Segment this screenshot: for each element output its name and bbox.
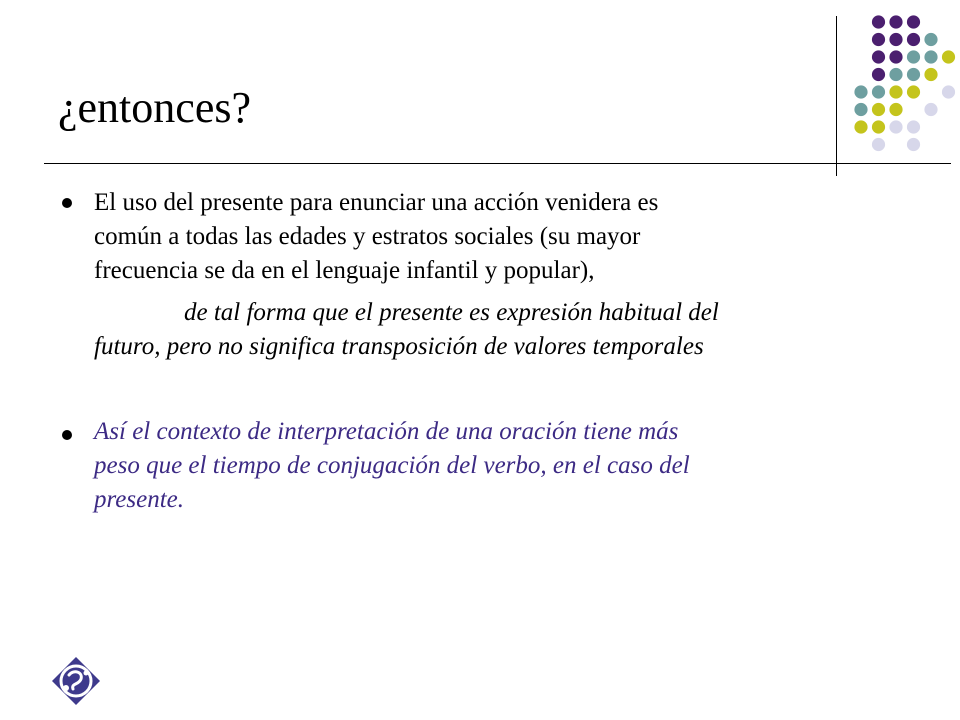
decorative-dot xyxy=(889,50,902,63)
continuation-text xyxy=(94,296,719,364)
slide-title: ¿entonces? xyxy=(58,83,251,132)
text-line: presente. xyxy=(94,486,185,513)
decorative-dot xyxy=(872,120,885,133)
text-line: El uso del presente para enunciar una acción venidera es xyxy=(94,189,659,216)
text-line: frecuencia se da en el lenguaje infantil y popular), xyxy=(94,257,595,284)
bullet-text xyxy=(94,186,658,288)
decorative-dot xyxy=(907,138,920,151)
bullet-text-emphasis xyxy=(94,415,690,517)
decorative-dot xyxy=(942,50,955,63)
decorative-dot xyxy=(889,103,902,116)
text-line-content: de tal forma que el presente es expresión habitual del xyxy=(184,299,719,326)
decorative-dot xyxy=(872,33,885,46)
decorative-dot xyxy=(907,50,920,63)
bullet-marker xyxy=(62,198,72,208)
decorative-dot xyxy=(907,33,920,46)
decorative-dot xyxy=(889,85,902,98)
decorative-dot xyxy=(889,68,902,81)
decorative-dot xyxy=(942,85,955,98)
decorative-dot xyxy=(854,120,867,133)
decorative-dot xyxy=(854,85,867,98)
decorative-dot xyxy=(889,120,902,133)
text-line: futuro, pero no significa transposición de valores temporales xyxy=(94,333,704,360)
decorative-dot xyxy=(889,15,902,28)
decorative-dot xyxy=(889,33,902,46)
decorative-dot xyxy=(924,103,937,116)
decorative-dot xyxy=(872,68,885,81)
decorative-dot xyxy=(907,68,920,81)
decorative-dot xyxy=(907,120,920,133)
decorative-dot xyxy=(872,50,885,63)
spiral-emblem-icon xyxy=(50,655,102,707)
decorative-dot xyxy=(907,15,920,28)
text-line: Así el contexto de interpretación de una oración tiene más xyxy=(94,418,679,445)
decorative-dot xyxy=(872,15,885,28)
bullet-marker xyxy=(62,430,72,440)
text-line: peso que el tiempo de conjugación del verbo, en el caso del xyxy=(94,452,690,479)
decorative-dot xyxy=(872,138,885,151)
text-line xyxy=(94,296,719,330)
decorative-dot xyxy=(872,85,885,98)
text-line: común a todas las edades y estratos sociales (su mayor xyxy=(94,223,641,250)
decorative-dot xyxy=(854,103,867,116)
decorative-dot xyxy=(907,85,920,98)
decorative-dot xyxy=(872,103,885,116)
decorative-dot xyxy=(924,68,937,81)
decorative-dot xyxy=(924,50,937,63)
decorative-dot-grid xyxy=(0,0,960,200)
decorative-dot xyxy=(924,33,937,46)
